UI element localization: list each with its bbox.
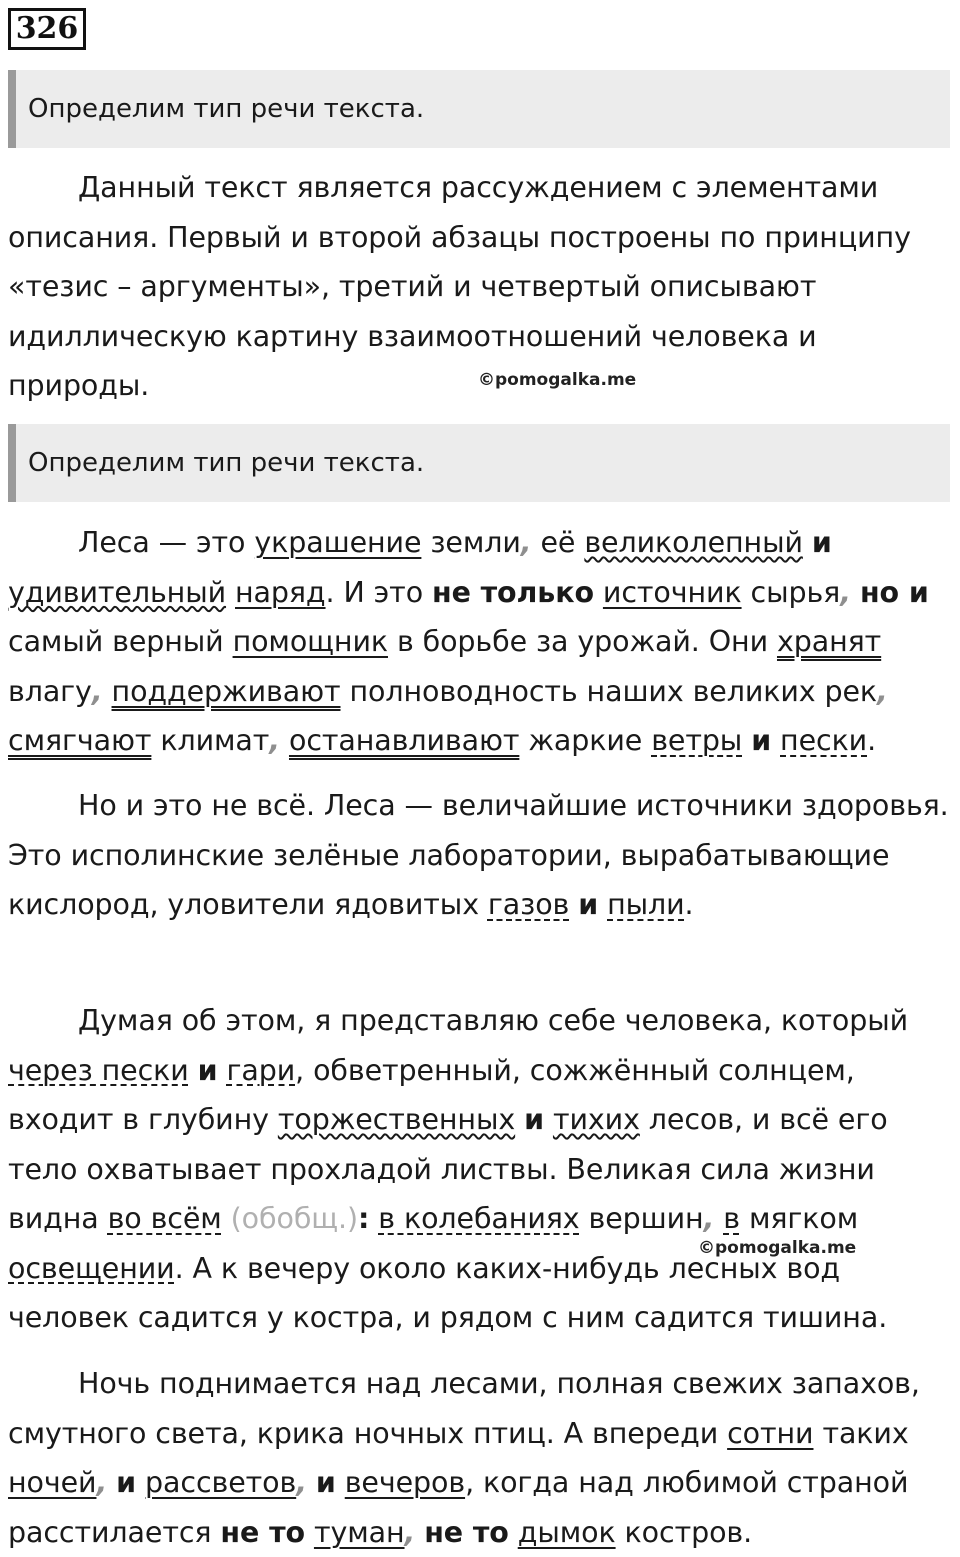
conjunction: и [578,888,599,921]
text: Думая об этом, я представляю себе человека, который [78,1004,909,1037]
adverbial: через пески [8,1053,189,1087]
subject: помощник [232,625,388,658]
conjunction: но и [859,575,929,609]
section-heading: Определим тип речи текста. [8,70,950,148]
text: Но и это не всё. Леса — величайшие источники здоровья. Это исполинские зелёные лаборатории, вырабатывающие кислород, уловители ядовитых [8,789,949,921]
adverbial: в колебаниях [378,1202,580,1235]
paragraph-person [8,996,952,1343]
adverbial: во всём [107,1202,222,1235]
text: мягком [739,1202,859,1235]
comma-mark: , [296,1466,307,1499]
adverbial: освещении [8,1251,175,1285]
text [569,888,578,921]
text: жаркие [519,724,652,757]
text [544,1103,553,1136]
attribute: великолепный [584,526,803,559]
comma-mark: , [840,575,851,609]
text: . [684,888,694,921]
text: полноводность наших великих рек [340,674,878,708]
text: её [531,526,585,559]
text: . [867,724,877,757]
paragraph-night [8,1359,952,1557]
text [594,576,603,609]
predicate: поддерживают [111,674,341,708]
subject: рассветов [145,1466,297,1499]
text [771,724,780,757]
text [851,576,860,609]
text: вершин [579,1202,704,1235]
text [742,724,751,757]
watermark: ©pomogalka.me [698,1238,857,1258]
text: таких [813,1416,909,1450]
subject: ночей [8,1466,97,1499]
text [189,1054,198,1087]
text [307,1466,316,1499]
comma-mark: , [269,724,281,757]
attribute: удивительный [8,575,227,609]
text: самый верный [8,625,233,658]
text [136,1466,145,1499]
text: Ночь поднимается над лесами, полная свежих запахов, смутного света, крика ночных птиц. А впереди [8,1367,920,1450]
paragraph-health [8,781,952,930]
text [280,724,289,757]
predicate: смягчают [8,724,152,757]
conjunction: не только [431,575,594,609]
section-heading: Определим тип речи текста. [8,424,950,502]
text: лесов, и всё его тело охватывает прохладой листвы. Великая сила жизни видна [8,1103,888,1235]
conjunction: и [524,1103,544,1136]
subject: дымок [517,1515,616,1549]
subject: источник [602,575,742,609]
text [598,888,607,921]
adverbial: гари [226,1053,296,1087]
generalizing-note: (обобщ.) [221,1202,359,1235]
text: . И это [325,575,432,609]
text [415,1516,424,1549]
subject: украшение [254,526,422,559]
text [226,576,235,609]
text: земли [421,526,521,559]
comma-mark: , [96,1466,108,1499]
object: газов [487,888,570,921]
conjunction: не то [424,1515,509,1549]
attribute: торжественных [277,1103,516,1136]
text [803,526,812,559]
conjunction: и [197,1053,218,1087]
subject: туман [313,1515,405,1549]
paragraph-forests [8,518,952,766]
subject: вечеров [344,1466,466,1499]
text: , когда над любимой страной расстилается [8,1466,909,1549]
text: , обветренный, сожжённый солнцем, входит в глубину [8,1053,855,1136]
subject: сотни [727,1416,814,1450]
text: в борьбе за урожай. Они [387,625,777,658]
text [714,1202,723,1235]
text: влагу [8,674,92,708]
object: ветры [651,724,743,757]
colon-mark: : [358,1202,370,1235]
object: пески [780,724,868,757]
comma-mark: , [91,674,103,708]
conjunction: и [811,526,832,559]
text [336,1466,345,1499]
subject: наряд [235,575,326,609]
text: климат [151,724,270,757]
comma-mark: , [404,1515,416,1549]
comma-mark: , [703,1202,715,1235]
text: костров. [615,1515,753,1549]
conjunction: и [315,1466,336,1499]
text [218,1054,227,1087]
conjunction: не то [220,1515,305,1549]
text [509,1516,518,1549]
text [305,1516,314,1549]
paragraph-text-type: Данный текст является рассуждением с элементами описания. Первый и второй абзацы построены по принципу «тезис – аргументы», третий и четвертый описывают идиллическую картину взаимоотношений человека и природы. [8,171,911,402]
text: . А к вечеру около каких-нибудь лесных вод человек садится у костра, и рядом с ним садится тишина. [8,1251,888,1334]
text [515,1103,524,1136]
predicate: останавливают [288,724,520,757]
conjunction: и [116,1466,137,1499]
text [369,1202,378,1235]
attribute: тихих [552,1103,640,1136]
object: пыли [607,888,685,921]
conjunction: и [751,724,772,757]
comma-mark: , [520,526,532,559]
exercise-number: 326 [8,8,86,50]
watermark: ©pomogalka.me [478,370,637,390]
adverbial: в [723,1202,740,1235]
text: сырья [741,575,841,609]
text [107,1466,116,1499]
text [103,675,112,708]
predicate: хранят [776,625,882,658]
comma-mark: , [877,674,888,708]
text: Леса — это [78,526,255,559]
